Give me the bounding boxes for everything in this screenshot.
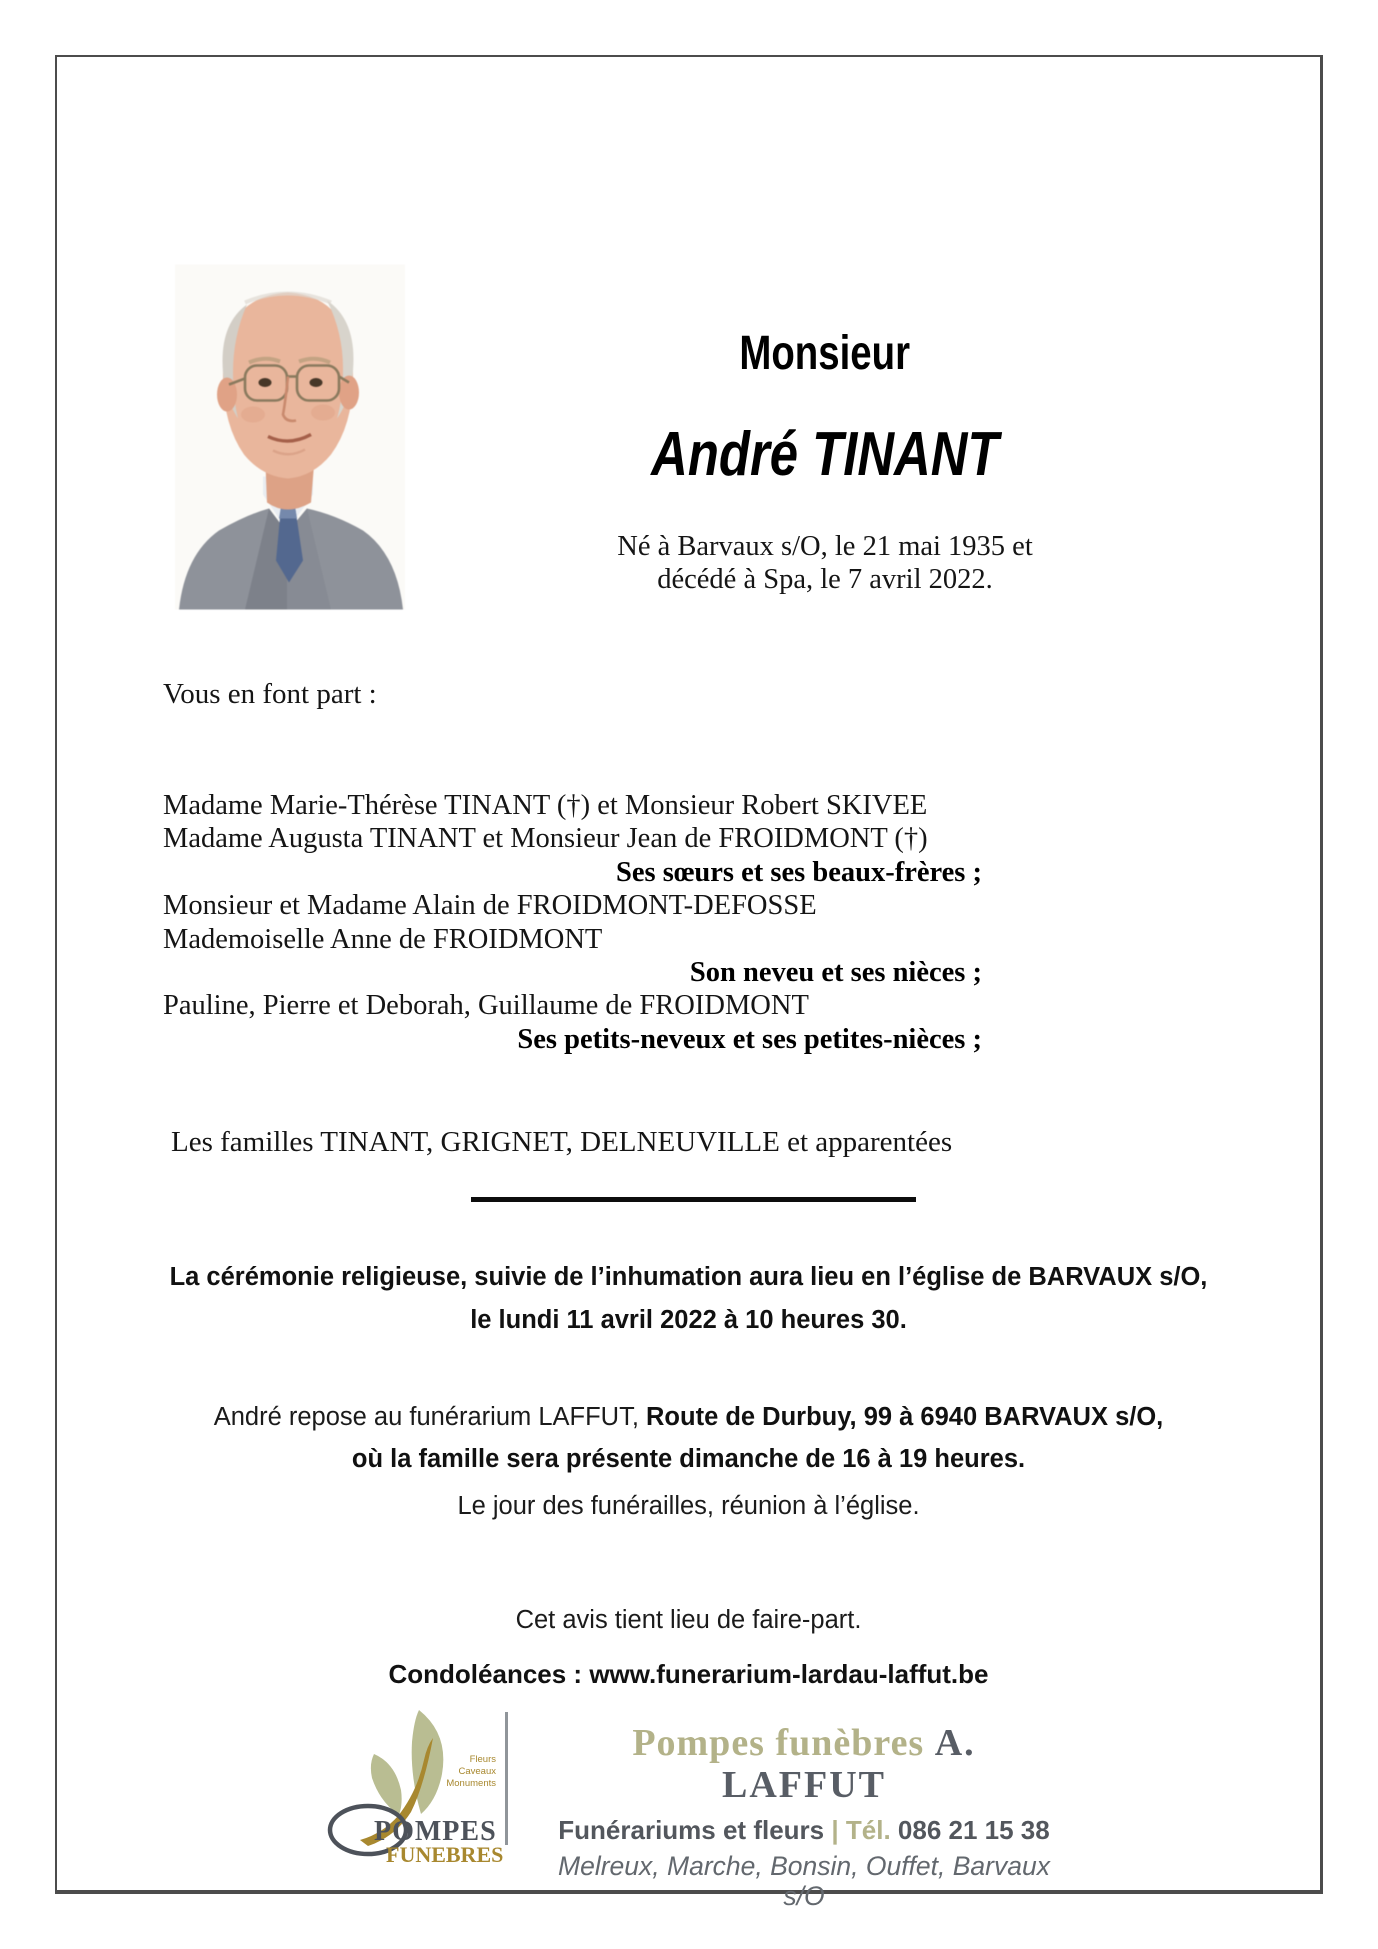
logo-service: Fleurs bbox=[469, 1754, 496, 1765]
relation-label: Ses sœurs et ses beaux-frères ; bbox=[616, 856, 982, 888]
relation-label: Ses petits-neveux et ses petites-nièces ; bbox=[517, 1023, 982, 1055]
death-line: décédé à Spa, le 7 avril 2022. bbox=[657, 564, 993, 595]
family-line: Pauline, Pierre et Deborah, Guillaume de FROIDMONT bbox=[163, 990, 809, 1022]
family-lines bbox=[163, 789, 982, 1056]
tel-label: Tél. bbox=[845, 1815, 891, 1845]
repose-regular: André repose au funérarium LAFFUT, bbox=[213, 1403, 647, 1431]
relation-label: Son neveu et ses nièces ; bbox=[689, 957, 982, 989]
deceased-header bbox=[430, 327, 1220, 596]
funeral-day-line: Le jour des funérailles, réunion à l’église. bbox=[457, 1492, 920, 1520]
vital-dates bbox=[430, 530, 1220, 596]
salutation-title bbox=[430, 327, 1220, 380]
repose-visiting-hours: où la famille sera présente dimanche de 16 à 19 heures. bbox=[351, 1445, 1026, 1473]
salutation-text: Monsieur bbox=[739, 327, 911, 380]
condolences-line: Condoléances : www.funerarium-lardau-laffut.be bbox=[388, 1659, 989, 1689]
company-line bbox=[545, 1722, 1063, 1806]
section-divider bbox=[471, 1197, 916, 1202]
funeral-home-block bbox=[545, 1722, 1063, 1911]
ceremony-announcement bbox=[57, 1256, 1320, 1342]
deceased-name: André TINANT bbox=[651, 420, 999, 489]
ear-right bbox=[339, 376, 359, 410]
cheek-left bbox=[241, 407, 265, 423]
logo-word-top: POMPES bbox=[374, 1816, 497, 1847]
repose-announcement bbox=[57, 1396, 1320, 1480]
repose-line-2 bbox=[57, 1438, 1320, 1480]
logo-services bbox=[446, 1754, 496, 1789]
family-line: Madame Augusta TINANT et Monsieur Jean de FROIDMONT (†) bbox=[163, 823, 928, 855]
services-label: Funérariums et fleurs bbox=[558, 1815, 825, 1845]
company-name: A. LAFFUT bbox=[722, 1722, 976, 1806]
ceremony-line-1: La cérémonie religieuse, suivie de l’inhumation aura lieu en l’église de BARVAUX s/O, bbox=[169, 1263, 1208, 1291]
eye-left bbox=[259, 378, 272, 387]
logo-service: Monuments bbox=[446, 1778, 496, 1789]
related-families-line: Les familles TINANT, GRIGNET, DELNEUVILLE et apparentées bbox=[171, 1126, 953, 1158]
repose-address: Route de Durbuy, 99 à 6940 BARVAUX s/O, bbox=[646, 1403, 1164, 1431]
cheek-right bbox=[311, 405, 335, 421]
family-line: Monsieur et Madame Alain de FROIDMONT-DEFOSSE bbox=[163, 890, 817, 922]
tel-number: 086 21 15 38 bbox=[897, 1815, 1050, 1845]
repose-line-1 bbox=[57, 1396, 1320, 1438]
footer-divider bbox=[505, 1712, 508, 1845]
services-phone-line bbox=[545, 1815, 1063, 1845]
ceremony-line-2: le lundi 11 avril 2022 à 10 heures 30. bbox=[470, 1306, 907, 1334]
locations-line: Melreux, Marche, Bonsin, Ouffet, Barvaux s/O bbox=[558, 1851, 1050, 1911]
announcement-intro: Vous en font part : bbox=[163, 678, 377, 710]
logo-word-bottom: FUNEBRES bbox=[386, 1842, 504, 1864]
eye-right bbox=[310, 378, 323, 387]
family-line: Madame Marie-Thérèse TINANT (†) et Monsieur Robert SKIVEE bbox=[163, 790, 928, 821]
pompes-funebres-logo bbox=[322, 1706, 512, 1864]
company-prefix: Pompes funèbres bbox=[632, 1722, 925, 1764]
portrait-photo bbox=[175, 264, 405, 610]
birth-line: Né à Barvaux s/O, le 21 mai 1935 et bbox=[617, 531, 1033, 562]
faire-part-notice: Cet avis tient lieu de faire-part. bbox=[515, 1606, 862, 1634]
family-line: Mademoiselle Anne de FROIDMONT bbox=[163, 923, 603, 955]
separator-bar: | bbox=[831, 1815, 839, 1845]
logo-service: Caveaux bbox=[458, 1766, 496, 1777]
